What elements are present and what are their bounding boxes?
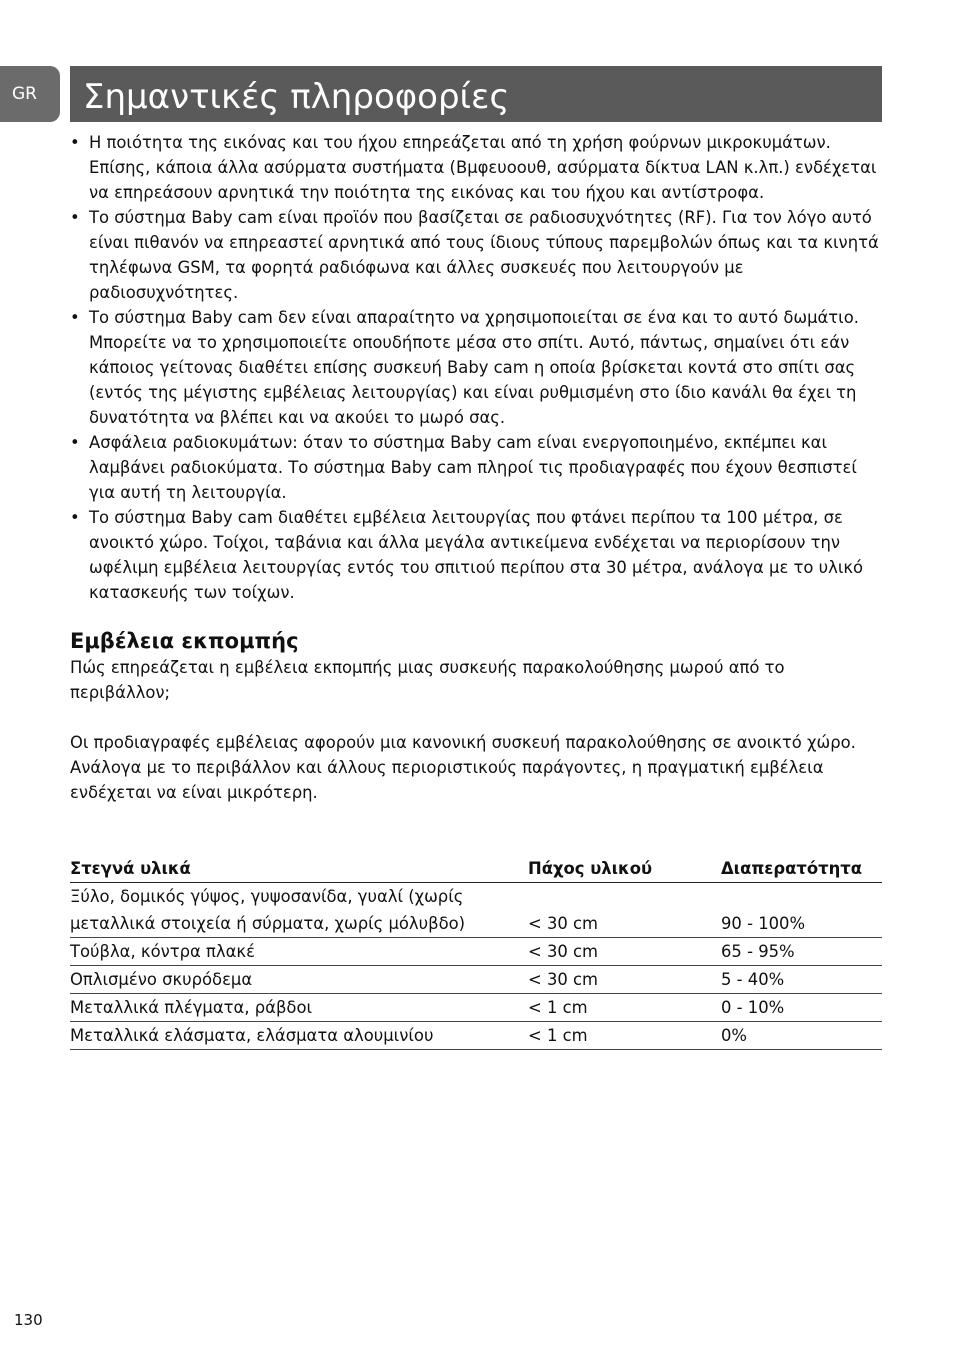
- table-row: [70, 966, 882, 994]
- permeability-cell: 0%: [721, 1022, 882, 1050]
- bullet-text: Το σύστημα Baby cam διαθέτει εμβέλεια λειτουργίας που φτάνει περίπου τα 100 μέτρα, σε ανοικτό χώρο. Τοίχοι, ταβάνια και άλλα μεγάλα αντικείμενα ενδέχεται να περιορίσουν την ωφέλιμη εμβέλεια λειτουργίας εντός του σπιτιού περίπου στα 30 μέτρα, ανάλογα με το υλικό κατασκευής των τοίχων.: [89, 508, 864, 602]
- list-item: [70, 430, 884, 505]
- thickness-cell: < 30 cm: [528, 883, 721, 938]
- column-header-permeability: Διαπερατότητα: [721, 854, 882, 883]
- material-cell: Οπλισμένο σκυρόδεμα: [70, 966, 528, 994]
- table-row: [70, 883, 882, 938]
- thickness-cell: < 30 cm: [528, 966, 721, 994]
- table-row: [70, 994, 882, 1022]
- bullet-icon: •: [70, 308, 80, 327]
- material-cell: Μεταλλικά πλέγματα, ράβδοι: [70, 994, 528, 1022]
- bullet-text: Η ποιότητα της εικόνας και του ήχου επηρεάζεται από τη χρήση φούρνων μικροκυμάτων. Επίσης, κάποια άλλα ασύρματα συστήματα (Βμφευοουθ, ασύρματα δίκτυα LAN κ.λπ.) ενδέχεται να επηρεάσουν αρνητικά την ποιότητα της εικόνας και του ήχου και αντίστροφα.: [89, 133, 877, 202]
- table-header-row: [70, 854, 882, 883]
- table-row: [70, 1022, 882, 1050]
- column-header-material: Στεγνά υλικά: [70, 854, 528, 883]
- bullet-list: [70, 130, 884, 605]
- material-cell: Μεταλλικά ελάσματα, ελάσματα αλουμινίου: [70, 1022, 528, 1050]
- section-heading: Εμβέλεια εκπομπής: [70, 629, 299, 653]
- section-paragraph-1: Πώς επηρεάζεται η εμβέλεια εκπομπής μιας συσκευής παρακολούθησης μωρού από το περιβάλλον;: [70, 658, 785, 702]
- permeability-cell: 5 - 40%: [721, 966, 882, 994]
- thickness-cell: < 30 cm: [528, 938, 721, 966]
- bullet-text: Το σύστημα Baby cam είναι προϊόν που βασίζεται σε ραδιοσυχνότητες (RF). Για τον λόγο αυτό είναι πιθανόν να επηρεαστεί αρνητικά από τους ίδιους τύπους παρεμβολών όπως και τα κινητά τηλέφωνα GSM, τα φορητά ραδιόφωνα και άλλες συσκευές που λειτουργούν με ραδιοσυχνότητες.: [89, 208, 879, 302]
- language-tab: GR: [0, 66, 60, 122]
- bullet-text: Ασφάλεια ραδιοκυμάτων: όταν το σύστημα Baby cam είναι ενεργοποιημένο, εκπέμπει και λαμβάνει ραδιοκύματα. Το σύστημα Baby cam πληροί τις προδιαγραφές που έχουν θεσπιστεί για αυτή τη λειτουργία.: [89, 433, 857, 502]
- bullet-text: Το σύστημα Baby cam δεν είναι απαραίτητο να χρησιμοποιείται σε ένα και το αυτό δωμάτιο. Μπορείτε να το χρησιμοποιείτε οπουδήποτε μέσα στο σπίτι. Αυτό, πάντως, σημαίνει ότι εάν κάποιος γείτονας διαθέτει επίσης συσκευή Baby cam η οποία βρίσκεται κοντά στο σπίτι σας (εντός της μέγιστης εμβέλειας λειτουργίας) και είναι ρυθμισμένη στο ίδιο κανάλι θα έχει τη δυνατότητα να βλέπει και να ακούει το μωρό σας.: [89, 308, 859, 427]
- bullet-icon: •: [70, 433, 80, 452]
- list-item: [70, 205, 884, 305]
- material-cell: Τούβλα, κόντρα πλακέ: [70, 938, 528, 966]
- main-content: [70, 130, 884, 805]
- bullet-icon: •: [70, 208, 80, 227]
- list-item: [70, 305, 884, 430]
- thickness-cell: < 1 cm: [528, 1022, 721, 1050]
- bullet-icon: •: [70, 133, 80, 152]
- permeability-cell: 90 - 100%: [721, 883, 882, 938]
- list-item: [70, 505, 884, 605]
- bullet-icon: •: [70, 508, 80, 527]
- material-table: [70, 854, 882, 1050]
- column-header-thickness: Πάχος υλικού: [528, 854, 721, 883]
- list-item: [70, 130, 884, 205]
- table-row: [70, 938, 882, 966]
- permeability-cell: 65 - 95%: [721, 938, 882, 966]
- thickness-cell: < 1 cm: [528, 994, 721, 1022]
- section-paragraph-2: Οι προδιαγραφές εμβέλειας αφορούν μια κανονική συσκευή παρακολούθησης σε ανοικτό χώρο. Ανάλογα με το περιβάλλον και άλλους περιοριστικούς παράγοντες, η πραγματική εμβέλεια ενδέχεται να είναι μικρότερη.: [70, 733, 856, 802]
- page-title: Σημαντικές πληροφορίες: [70, 66, 882, 122]
- page-number: 130: [14, 1311, 43, 1329]
- permeability-cell: 0 - 10%: [721, 994, 882, 1022]
- material-cell: Ξύλο, δομικός γύψος, γυψοσανίδα, γυαλί (χωρίς μεταλλικά στοιχεία ή σύρματα, χωρίς μόλυβδο): [70, 883, 528, 938]
